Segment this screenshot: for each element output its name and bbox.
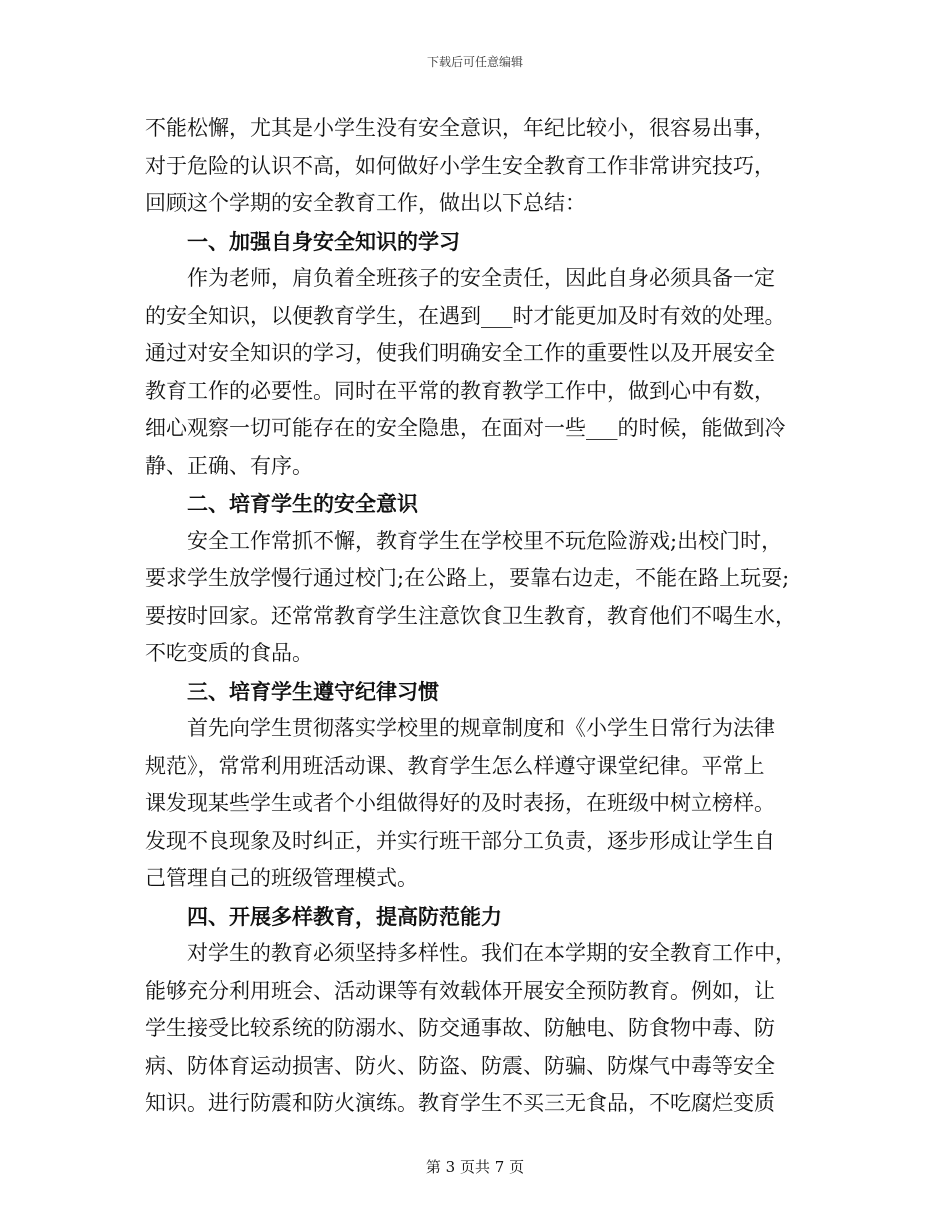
paragraph-line: 学生接受比较系统的防溺水、防交通事故、防触电、防食物中毒、防 <box>145 1016 775 1040</box>
document-body <box>145 110 825 1123</box>
section-heading: 四、开展多样教育，提高防范能力 <box>187 903 502 929</box>
paragraph-line: 课发现某些学生或者个小组做得好的及时表扬，在班级中树立榜样。 <box>145 791 775 815</box>
paragraph-line: 的安全知识，以便教育学生，在遇到___时才能更加及时有效的处理。 <box>145 303 786 328</box>
paragraph-line: 知识。进行防震和防火演练。教育学生不买三无食品，不吃腐烂变质 <box>145 1091 775 1115</box>
paragraph-line: 能够充分利用班会、活动课等有效载体开展安全预防教育。例如，让 <box>145 978 775 1003</box>
paragraph-line: 对学生的教育必须坚持多样性。我们在本学期的安全教育工作中， <box>187 941 796 965</box>
paragraph-line: 规范》，常常利用班活动课、教育学生怎么样遵守课堂纪律。平常上 <box>145 753 765 778</box>
paragraph-line: 要求学生放学慢行通过校门;在公路上，要靠右边走，不能在路上玩耍; <box>145 566 790 590</box>
paragraph-line: 不吃变质的食品。 <box>145 641 313 665</box>
paragraph-line: 作为老师，肩负着全班孩子的安全责任，因此自身必须具备一定 <box>187 266 775 290</box>
paragraph-line: 己管理自己的班级管理模式。 <box>145 866 418 890</box>
section-heading: 一、加强自身安全知识的学习 <box>187 228 460 254</box>
paragraph-line: 要按时回家。还常常教育学生注意饮食卫生教育，教育他们不喝生水， <box>145 603 796 628</box>
paragraph-line: 通过对安全知识的学习，使我们明确安全工作的重要性以及开展安全 <box>145 341 775 365</box>
paragraph-line: 教育工作的必要性。同时在平常的教育教学工作中，做到心中有数， <box>145 378 775 403</box>
page-footer: 第 3 页共 7 页 <box>425 1158 525 1176</box>
paragraph-line: 细心观察一切可能存在的安全隐患，在面对一些___的时候，能做到冷 <box>145 416 786 440</box>
paragraph-line: 发现不良现象及时纠正，并实行班干部分工负责，逐步形成让学生自 <box>145 828 775 853</box>
paragraph-line: 安全工作常抓不懈，教育学生在学校里不玩危险游戏;出校门时， <box>187 528 783 553</box>
paragraph-line: 病、防体育运动损害、防火、防盗、防震、防骗、防煤气中毒等安全 <box>145 1053 775 1078</box>
paragraph-line: 静、正确、有序。 <box>145 453 313 478</box>
page-header: 下载后可任意编辑 <box>426 55 523 69</box>
paragraph-line: 首先向学生贯彻落实学校里的规章制度和《小学生日常行为法律 <box>187 716 775 740</box>
paragraph-line: 对于危险的认识不高，如何做好小学生安全教育工作非常讲究技巧， <box>145 153 775 178</box>
section-heading: 三、培育学生遵守纪律习惯 <box>187 678 439 704</box>
paragraph-line: 回顾这个学期的安全教育工作，做出以下总结： <box>145 191 586 215</box>
section-heading: 二、培育学生的安全意识 <box>187 491 418 516</box>
paragraph-line: 不能松懈，尤其是小学生没有安全意识，年纪比较小，很容易出事， <box>145 116 775 140</box>
